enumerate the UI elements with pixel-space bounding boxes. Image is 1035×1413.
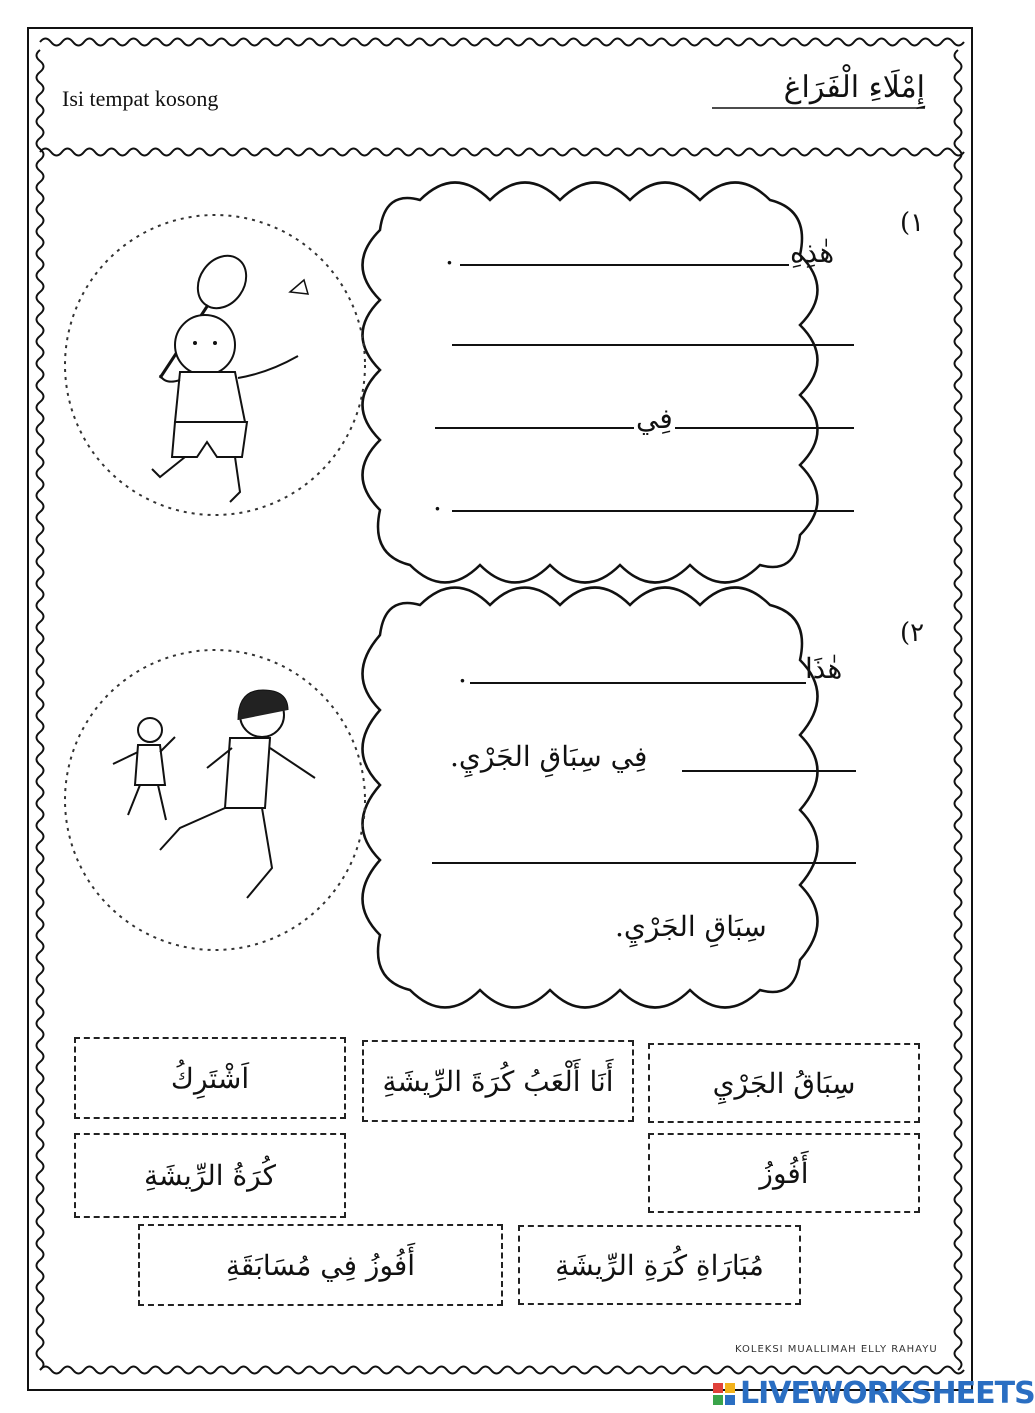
q1-line3-middle: فِي <box>636 402 673 435</box>
answer-cloud-1 <box>363 183 818 583</box>
q1-blank-4[interactable] <box>452 508 854 512</box>
author-credit: KOLEKSI MUALLIMAH ELLY RAHAYU <box>735 1344 938 1355</box>
q2-line2-text: فِي سِبَاقِ الجَرْيِ. <box>450 740 648 773</box>
word-card-win-in-competition[interactable]: أَفُوزُ فِي مُسَابَقَةِ <box>138 1224 503 1306</box>
liveworksheets-brand[interactable]: LIVEWORKSHEETS <box>740 1376 1035 1411</box>
q2-blank-1[interactable] <box>470 680 806 684</box>
q1-blank-1[interactable] <box>460 262 789 266</box>
q2-line4-text: سِبَاقِ الجَرْيِ. <box>615 910 767 943</box>
word-card-badminton[interactable]: كُرَةُ الرِّيشَةِ <box>74 1133 346 1218</box>
q2-line1-prefix: هٰذَا <box>805 652 843 685</box>
word-card-participate[interactable]: اَشْتَرِكُ <box>74 1037 346 1119</box>
word-card-win[interactable]: أَفُوزُ <box>648 1133 920 1213</box>
badminton-player-illustration <box>65 215 365 515</box>
word-card-i-play-badminton[interactable]: أَنَا أَلْعَبُ كُرَةَ الرِّيشَةِ <box>362 1040 634 1122</box>
q2-line1-end: . <box>458 656 467 689</box>
question-number-1: ١) <box>900 208 925 238</box>
q2-blank-3[interactable] <box>432 860 856 864</box>
answer-cloud-2 <box>363 588 818 1008</box>
q1-line1-prefix: هٰذِهِ <box>790 236 835 269</box>
word-card-race[interactable]: سِبَاقُ الجَرْيِ <box>648 1043 920 1123</box>
question-number-2: ٢) <box>900 618 925 648</box>
q1-line1-end: . <box>445 238 454 271</box>
q2-blank-2[interactable] <box>682 768 856 772</box>
q1-blank-3a[interactable] <box>675 425 854 429</box>
runners-illustration <box>65 650 365 950</box>
liveworksheets-logo-icon <box>712 1382 736 1406</box>
q1-blank-3b[interactable] <box>435 425 634 429</box>
instruction-text: Isi tempat kosong <box>62 86 219 111</box>
worksheet-title: إِمْلَاءِ الْفَرَاغ <box>783 70 925 105</box>
q1-line4-end: . <box>433 484 442 517</box>
q1-blank-2[interactable] <box>452 342 854 346</box>
word-card-badminton-match[interactable]: مُبَارَاةِ كُرَةِ الرِّيشَةِ <box>518 1225 801 1305</box>
